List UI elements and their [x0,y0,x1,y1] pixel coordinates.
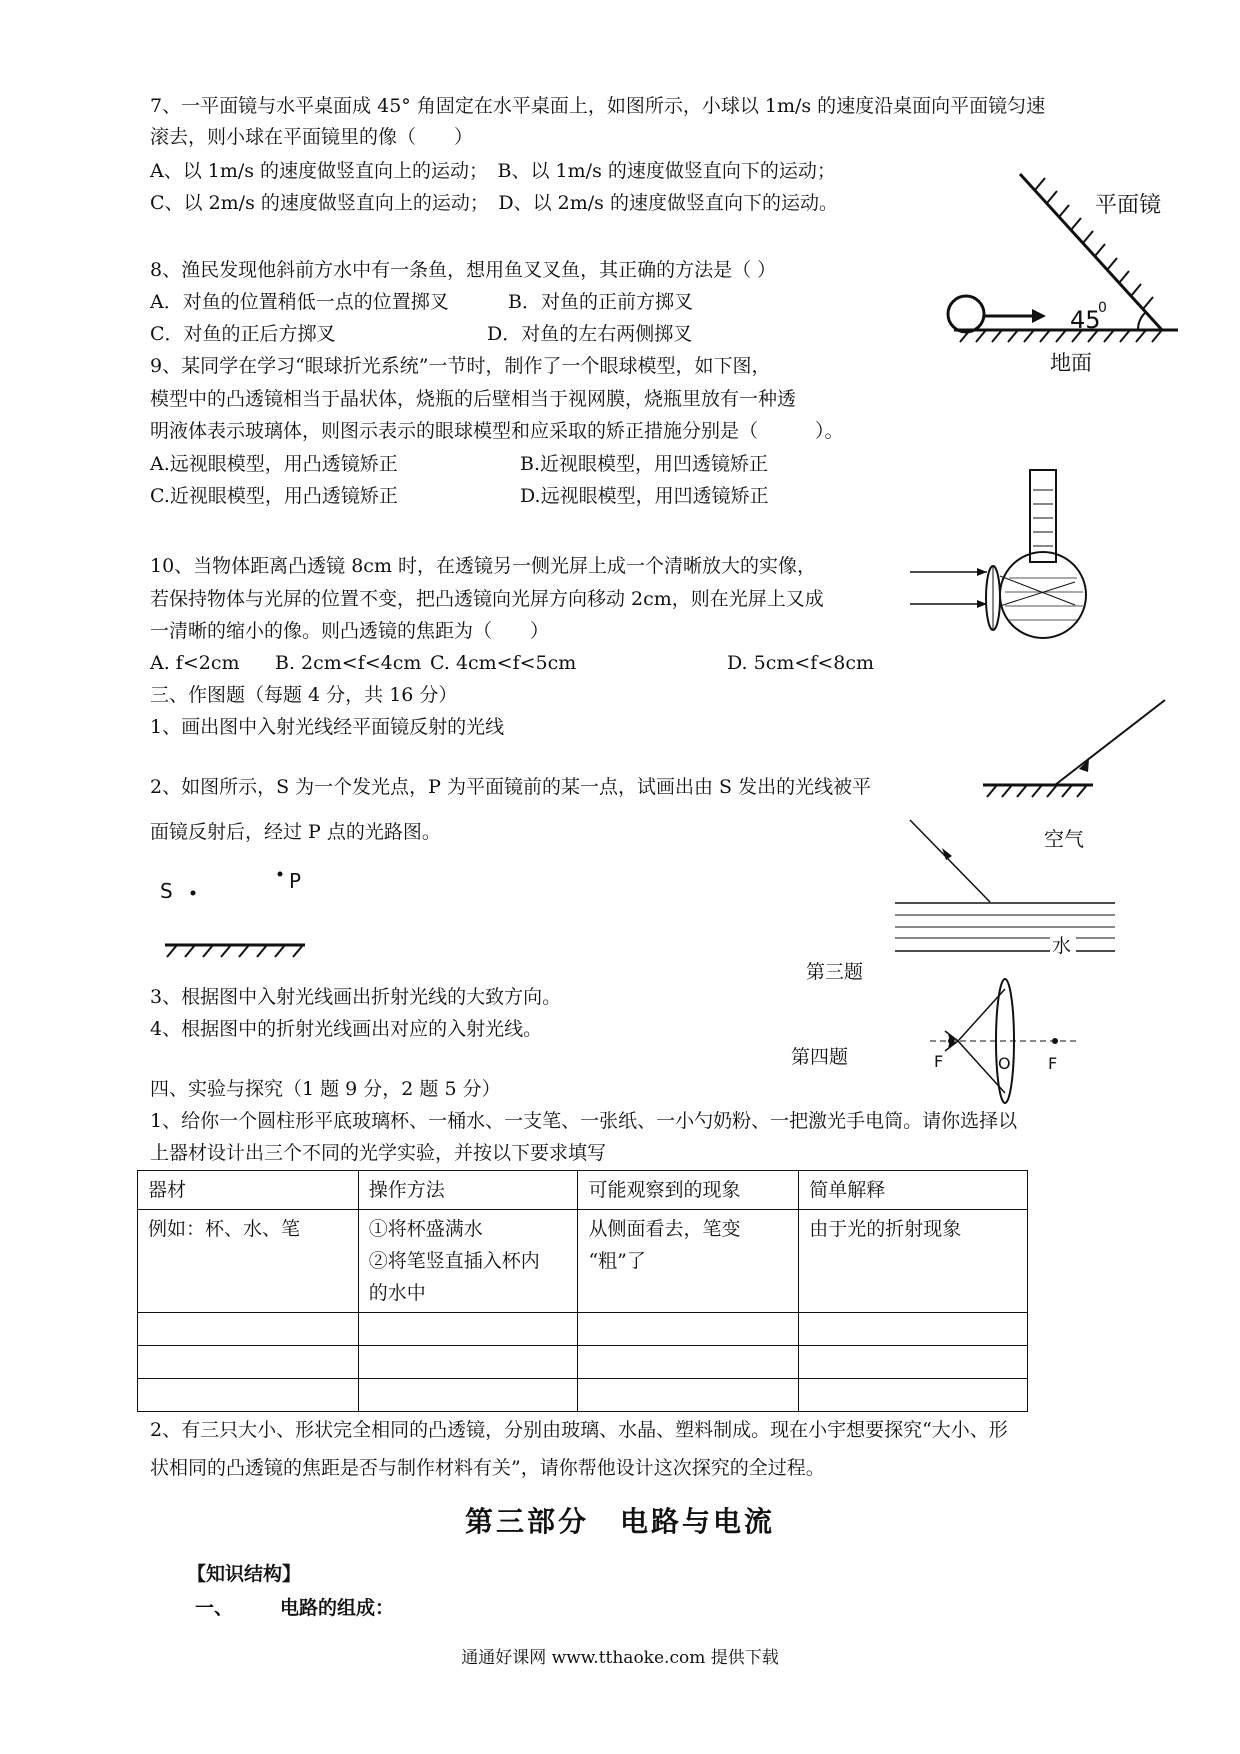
q7-stem-line2: 滚去，则小球在平面镜里的像（ ） [150,126,474,148]
focal-point-left [948,1038,954,1044]
q10-option-c: C. 4cm<f<5cm [430,652,577,674]
q9-option-a: A.远视眼模型，用凸透镜矫正 [150,453,398,475]
section3-heading: 三、作图题（每题 4 分，共 16 分） [150,684,458,706]
q9-line1: 9、某同学在学习“眼球折光系统”一节时，制作了一个眼球模型，如下图， [150,355,771,377]
point-s-dot [191,891,196,896]
header-materials: 器材 [138,1171,359,1210]
q8-option-b: B．对鱼的正前方掷叉 [508,291,693,313]
angle-degree: 0 [1098,300,1107,316]
example-phenomenon [578,1210,799,1313]
operation-step: 的水中 [368,1282,426,1304]
sec3-problem2-line2: 面镜反射后，经过 P 点的光路图。 [150,821,441,843]
sec4-problem1-line1: 1、给你一个圆柱形平底玻璃杯、一桶水、一支笔、一张纸、一小勺奶粉、一把激光手电筒。请你选择以 [150,1110,1018,1132]
empty-cell[interactable] [578,1379,799,1412]
empty-cell[interactable] [799,1379,1028,1412]
ball-icon [948,296,984,332]
header-phenomenon: 可能观察到的现象 [578,1171,799,1210]
q10-line2: 若保持物体与光屏的位置不变，把凸透镜向光屏方向移动 2cm，则在光屏上又成 [150,588,824,610]
sec3-problem4: 4、根据图中的折射光线画出对应的入射光线。 [150,1018,543,1040]
q10-option-b: B. 2cm<f<4cm [275,652,422,674]
ground-label: 地面 [1050,351,1092,375]
q7-mirror-figure [930,160,1200,400]
q7-options-cd: C、以 2m/s 的速度做竖直向上的运动； D、以 2m/s 的速度做竖直向下的运动。 [150,192,838,214]
sec3-problem2-line1: 2、如图所示，S 为一个发光点，P 为平面镜前的某一点，试画出由 S 发出的光线被平 [150,776,872,798]
q9-line2: 模型中的凸透镜相当于晶状体，烧瓶的后壁相当于视网膜，烧瓶里放有一种透 [150,388,797,410]
water-label: 水 [1052,935,1072,957]
fig4-o-label: O [998,1054,1011,1073]
fig4-caption: 第四题 [791,1046,849,1068]
q10-line1: 10、当物体距离凸透镜 8cm 时，在透镜另一侧光屏上成一个清晰放大的实像， [150,555,817,577]
operation-step: ②将笔竖直插入杯内 [368,1250,540,1272]
eye-model-figure [905,460,1105,640]
problem2-sp-figure [155,860,325,960]
empty-cell[interactable] [799,1313,1028,1346]
q9-line3: 明液体表示玻璃体，则图示表示的眼球模型和应采取的矫正措施分别是（ ）。 [150,420,844,442]
q10-option-d: D. 5cm<f<8cm [727,652,874,674]
knowledge-structure-heading: 【知识结构】 [187,1563,302,1585]
empty-cell[interactable] [358,1313,578,1346]
sec3-problem1: 1、画出图中入射光线经平面镜反射的光线 [150,716,505,738]
table-row [138,1313,1028,1346]
example-explanation: 由于光的折射现象 [799,1210,1028,1313]
table-row [138,1210,1028,1313]
sec4-problem2-line2: 状相同的凸透镜的焦距是否与制作材料有关”，请你帮他设计这次探究的全过程。 [150,1457,825,1479]
arrow-right-icon [1032,309,1046,323]
table-header-row [138,1171,1028,1210]
part3-title: 第三部分 电路与电流 [464,1505,775,1538]
q7-options-ab: A、以 1m/s 的速度做竖直向上的运动； B、以 1m/s 的速度做竖直向下的运动； [150,160,836,182]
header-explanation: 简单解释 [799,1171,1028,1210]
phenomenon-line: 从侧面看去，笔变 [588,1218,741,1240]
empty-cell[interactable] [578,1313,799,1346]
point-s-label: S [160,879,173,903]
empty-cell[interactable] [138,1379,359,1412]
fig3-caption: 第三题 [806,961,864,983]
q9-option-c: C.近视眼模型，用凸透镜矫正 [150,485,398,507]
example-operation [358,1210,578,1313]
q8-option-a: A．对鱼的位置稍低一点的位置掷叉 [150,291,449,313]
q9-option-d: D.远视眼模型，用凹透镜矫正 [520,485,769,507]
q8-stem: 8、渔民发现他斜前方水中有一条鱼，想用鱼叉叉鱼，其正确的方法是（ ） [150,259,777,281]
fig4-f-right-label: F [1048,1054,1058,1073]
point-p-dot [278,872,283,877]
empty-cell[interactable] [358,1379,578,1412]
example-materials: 例如：杯、水、笔 [138,1210,359,1313]
problem3-refraction-figure [806,810,1130,983]
q8-option-d: D．对鱼的左右两侧掷叉 [487,323,693,345]
q9-option-b: B.近视眼模型，用凹透镜矫正 [520,453,769,475]
sec4-problem2-line1: 2、有三只大小、形状完全相同的凸透镜，分别由玻璃、水晶、塑料制成。现在小宇想要探究“大小、形 [150,1419,1008,1441]
experiment-table [137,1170,1028,1412]
footer: 通通好课网 www.tthaoke.com 提供下载 [461,1648,779,1668]
item-circuit-composition: 电路的组成： [280,1597,395,1619]
q10-line3: 一清晰的缩小的像。则凸透镜的焦距为（ ） [150,620,550,642]
problem1-mirror-figure [975,695,1175,805]
section4-heading: 四、实验与探究（1 题 9 分，2 题 5 分） [150,1078,501,1100]
header-operation: 操作方法 [358,1171,578,1210]
sec3-problem3: 3、根据图中入射光线画出折射光线的大致方向。 [150,986,562,1008]
air-label: 空气 [1044,827,1084,851]
empty-cell[interactable] [578,1346,799,1379]
angle-label: 45 [1070,306,1101,334]
q7-stem-line1: 7、一平面镜与水平桌面成 45° 角固定在水平桌面上，如图所示，小球以 1m/s 的速度沿桌面向平面镜匀速 [150,95,1046,117]
focal-point-right [1052,1038,1058,1044]
empty-cell[interactable] [138,1313,359,1346]
phenomenon-line: “粗”了 [588,1250,646,1272]
table-row [138,1346,1028,1379]
empty-cell[interactable] [799,1346,1028,1379]
point-p-label: P [289,869,302,893]
q10-option-a: A. f<2cm [150,652,240,674]
table-row [138,1379,1028,1412]
fig4-f-left-label: F [934,1052,944,1071]
mirror-label: 平面镜 [1095,193,1162,218]
item-number: 一、 [195,1597,234,1619]
sec4-problem1-line2: 上器材设计出三个不同的光学实验，并按以下要求填写 [150,1142,607,1164]
q8-option-c: C．对鱼的正后方掷叉 [150,323,336,345]
empty-cell[interactable] [358,1346,578,1379]
empty-cell[interactable] [138,1346,359,1379]
problem4-lens-figure [780,965,1080,1075]
operation-step: ①将杯盛满水 [368,1218,483,1240]
